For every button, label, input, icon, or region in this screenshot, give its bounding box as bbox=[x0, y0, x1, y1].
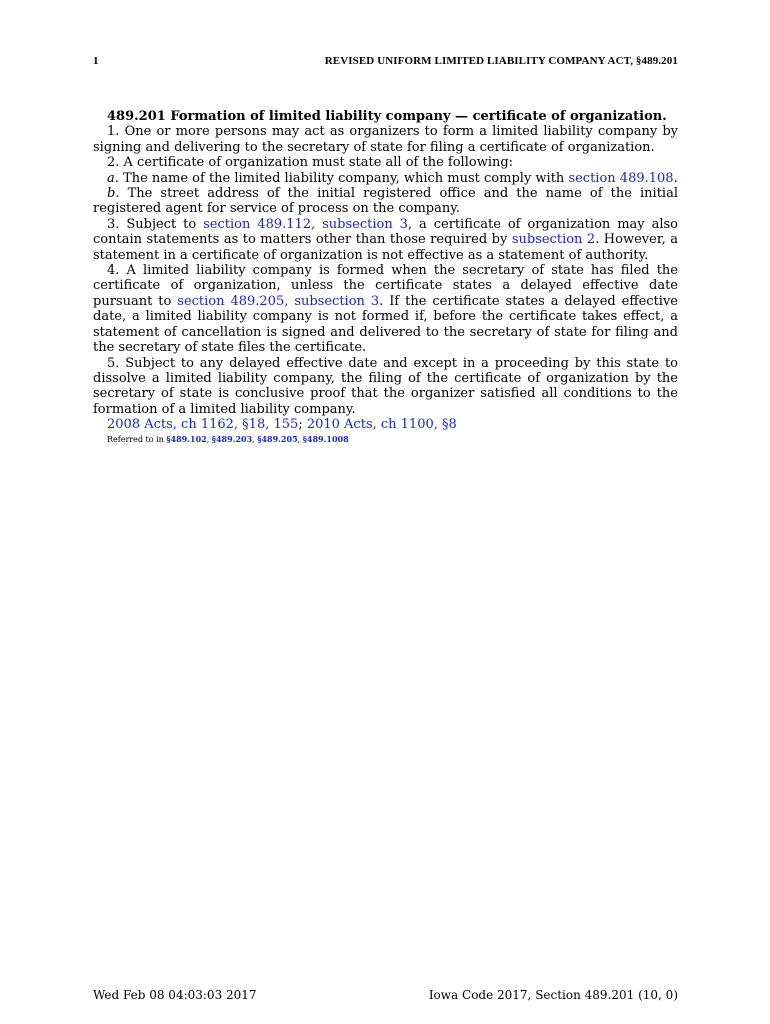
paragraph-2b bbox=[93, 186, 678, 217]
link-section-489-112[interactable]: section 489.112, subsection 3 bbox=[203, 216, 408, 232]
paragraph-5: 5. Subject to any delayed effective date and except in a proceeding by this state to dissolve a limited liability company, the filing of the certificate of organization by the secretary of state is conclusive proof that the organizer satisfied all conditions to the formation of a limited liability company. bbox=[93, 355, 678, 417]
paragraph-2a-text: The name of the limited liability company, which must comply with bbox=[118, 170, 569, 186]
footer-timestamp: Wed Feb 08 04:03:03 2017 bbox=[93, 988, 257, 1002]
referred-link[interactable]: §489.205 bbox=[257, 433, 298, 444]
paragraph-3-end: . However, a statement in a certificate of organization is not effective as a statement of authority. bbox=[93, 232, 678, 263]
section-body bbox=[93, 109, 678, 445]
referred-to-line: Referred to in §489.102, §489.203, §489.205, §489.1008 bbox=[107, 433, 349, 444]
history-link-2008[interactable]: 2008 Acts, ch 1162, §18, 155 bbox=[107, 417, 299, 433]
referred-link[interactable]: §489.102 bbox=[166, 433, 207, 444]
history-separator: ; bbox=[298, 417, 307, 433]
paragraph-2: 2. A certificate of organization must state all of the following: bbox=[107, 155, 514, 171]
history-link-2010[interactable]: 2010 Acts, ch 1100, §8 bbox=[306, 417, 457, 433]
paragraph-2a-end: . bbox=[673, 170, 678, 186]
referred-label: Referred to in bbox=[107, 434, 167, 444]
paragraph-2b-text: The street address of the initial registered office and the name of the initial registered agent for service of process on the company. bbox=[93, 186, 678, 217]
paragraph-3-start: 3. Subject to bbox=[107, 216, 204, 232]
running-title: REVISED UNIFORM LIMITED LIABILITY COMPANY ACT, §489.201 bbox=[324, 55, 678, 67]
paragraph-3-mid: , a certificate of organization may also contain statements as to matters other than those required by bbox=[93, 216, 678, 248]
section-heading: 489.201 Formation of limited liability company — certificate of organization. bbox=[107, 109, 667, 124]
page-number: 1 bbox=[93, 55, 99, 67]
link-section-489-108[interactable]: section 489.108 bbox=[568, 170, 674, 186]
paragraph-4-end: . If the certificate states a delayed effective date, a limited liability company is not formed if, before the certificate takes effect, a statement of cancellation is signed and delivered to the secretary of state for filing and the secretary of state files the certificate. bbox=[93, 293, 678, 356]
referred-link[interactable]: §489.1008 bbox=[302, 433, 349, 444]
referred-link[interactable]: §489.203 bbox=[211, 433, 253, 444]
link-subsection-2[interactable]: subsection 2 bbox=[511, 232, 596, 248]
history-line bbox=[93, 417, 678, 432]
paragraph-1: 1. One or more persons may act as organizers to form a limited liability company by signing and delivering to the secretary of state for filing a certificate of organization. bbox=[93, 124, 678, 155]
link-section-489-205[interactable]: section 489.205, subsection 3 bbox=[177, 293, 380, 309]
paragraph-3 bbox=[93, 217, 678, 263]
paragraph-2a bbox=[93, 171, 678, 186]
footer-citation: Iowa Code 2017, Section 489.201 (10, 0) bbox=[428, 988, 678, 1002]
paragraph-4 bbox=[93, 263, 678, 355]
paragraph-4-start: 4. A limited liability company is formed when the secretary of state has filed the certificate of organization, unless the certificate states a delayed effective date pursuant to bbox=[93, 263, 678, 309]
item-label-a: a. bbox=[107, 170, 119, 186]
item-label-b: b. bbox=[107, 186, 120, 202]
